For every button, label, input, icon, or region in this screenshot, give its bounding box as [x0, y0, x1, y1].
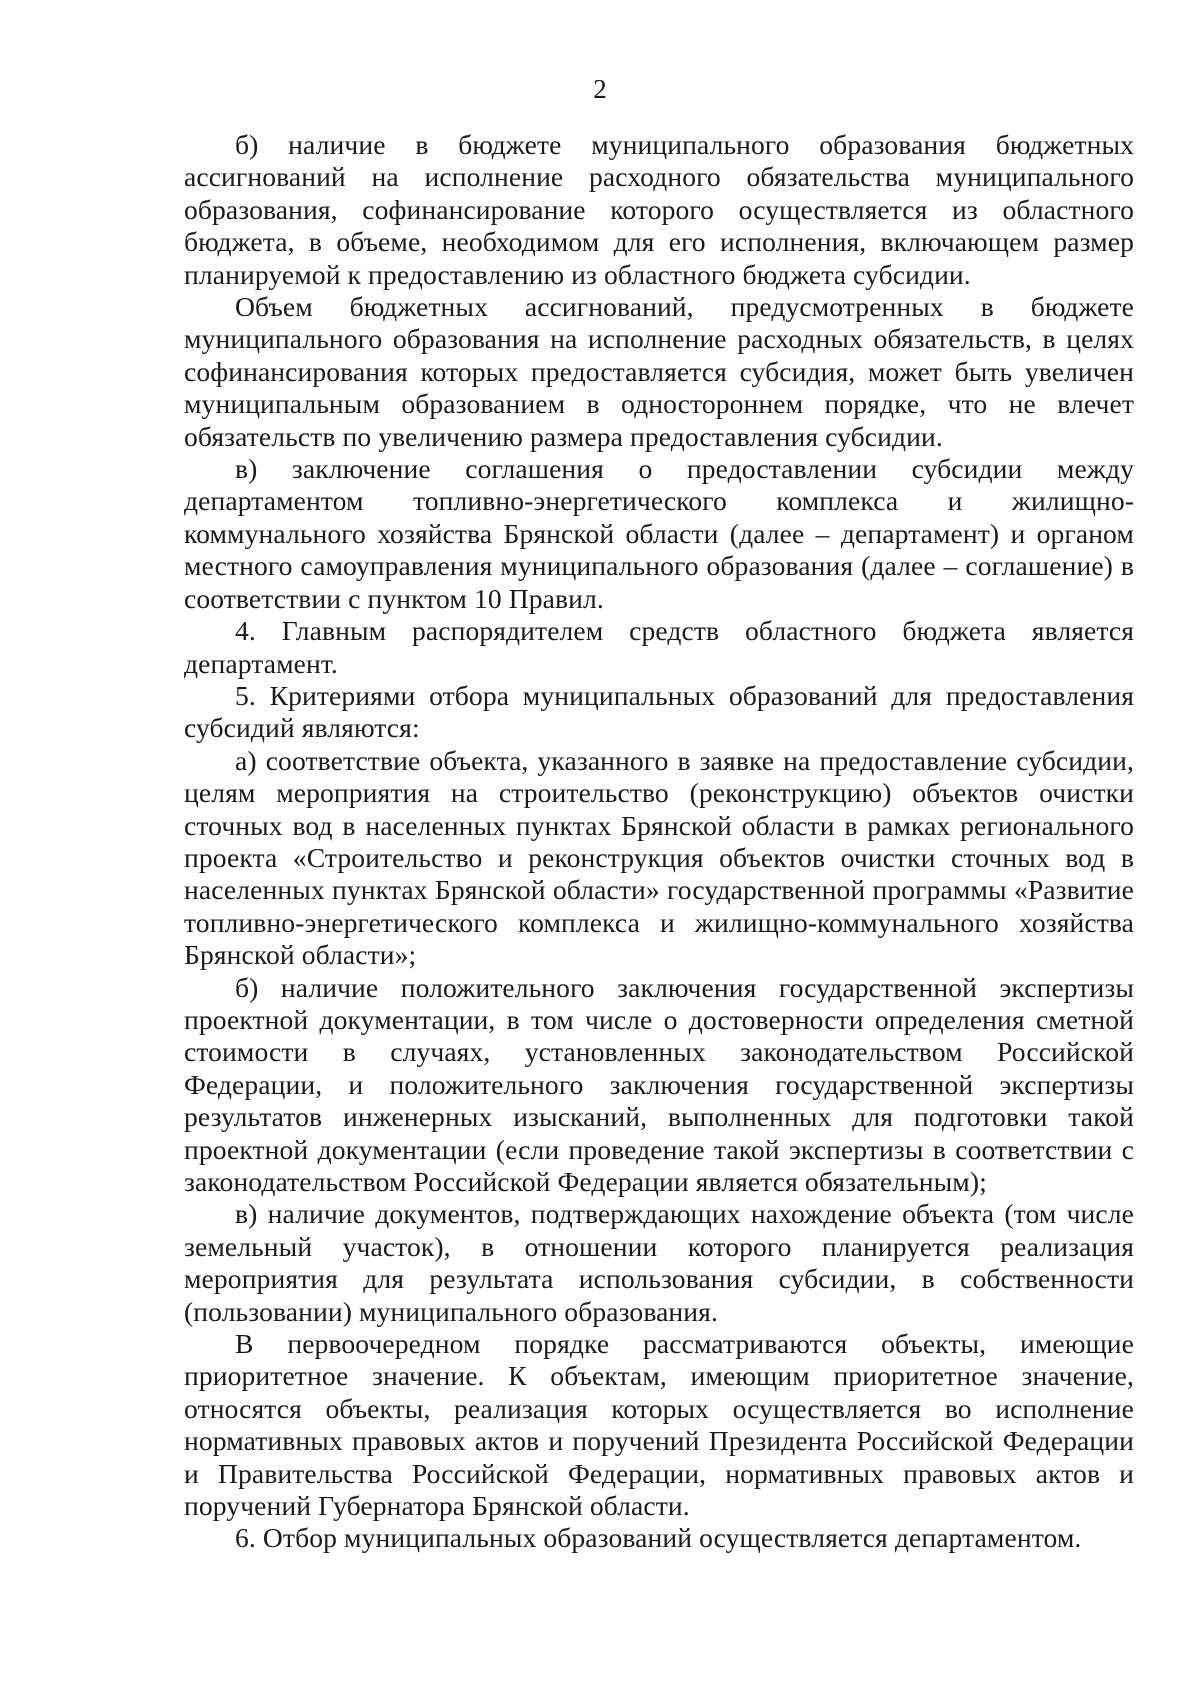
paragraph-5a-object-compliance: а) соответствие объекта, указанного в заявке на предоставление субсидии, целям мероприятия на строительство (реконструкцию) объектов очистки сточных вод в населенных пунктах Брянской области в рамках регионального проекта «Строительство и реконструкция объектов очистки сточных вод в населенных пунктах Брянской области» государственной программы «Развитие топливно-энергетического комплекса и жилищно-коммунального хозяйства Брянской области»; [184, 744, 1134, 971]
paragraph-allocations-volume: Объем бюджетных ассигнований, предусмотренных в бюджете муниципального образования на исполнение расходных обязательств, в целях софинансирования которых предоставляется субсидия, может быть увеличен муниципальным образованием в одностороннем порядке, что не влечет обязательств по увеличению размера предоставления субсидии. [184, 291, 1134, 452]
paragraph-5b-state-expertise: б) наличие положительного заключения государственной экспертизы проектной документации, в том числе о достоверности определения сметной стоимости в случаях, установленных законодательством Российской Федерации, и положительного заключения государственной экспертизы результатов инженерных изысканий, выполненных для подготовки такой проектной документации (если проведение такой экспертизы в соответствии с законодательством Российской Федерации является обязательным); [184, 971, 1134, 1197]
document-body [184, 129, 1134, 1555]
paragraph-4-chief-administrator: 4. Главным распорядителем средств областного бюджета является департамент. [184, 615, 1134, 679]
paragraph-5v-ownership-documents: в) наличие документов, подтверждающих нахождение объекта (том числе земельный участок), в отношении которого планируется реализация мероприятия для результата использования субсидии, в собственности (пользовании) муниципального образования. [184, 1198, 1134, 1327]
paragraph-v-agreement: в) заключение соглашения о предоставлении субсидии между департаментом топливно-энергетического комплекса и жилищно-коммунального хозяйства Брянской области (далее – департамент) и органом местного самоуправления муниципального образования (далее – соглашение) в соответствии с пунктом 10 Правил. [184, 453, 1134, 614]
paragraph-6-selection: 6. Отбор муниципальных образований осуществляется департаментом. [235, 1522, 1082, 1554]
paragraph-priority-objects: В первоочередном порядке рассматриваются объекты, имеющие приоритетное значение. К объектам, имеющим приоритетное значение, относятся объекты, реализация которых осуществляется во исполнение нормативных правовых актов и поручений Президента Российской Федерации и Правительства Российской Федерации, нормативных правовых актов и поручений Губернатора Брянской области. [184, 1328, 1134, 1522]
page-number: 2 [593, 74, 607, 104]
paragraph-5-selection-criteria: 5. Критериями отбора муниципальных образований для предоставления субсидий являются: [184, 679, 1134, 744]
paragraph-b-budget-allocations: б) наличие в бюджете муниципального образования бюджетных ассигнований на исполнение расходного обязательства муниципального образования, софинансирование которого осуществляется из областного бюджета, в объеме, необходимом для его исполнения, включающем размер планируемой к предоставлению из областного бюджета субсидии. [184, 129, 1134, 290]
